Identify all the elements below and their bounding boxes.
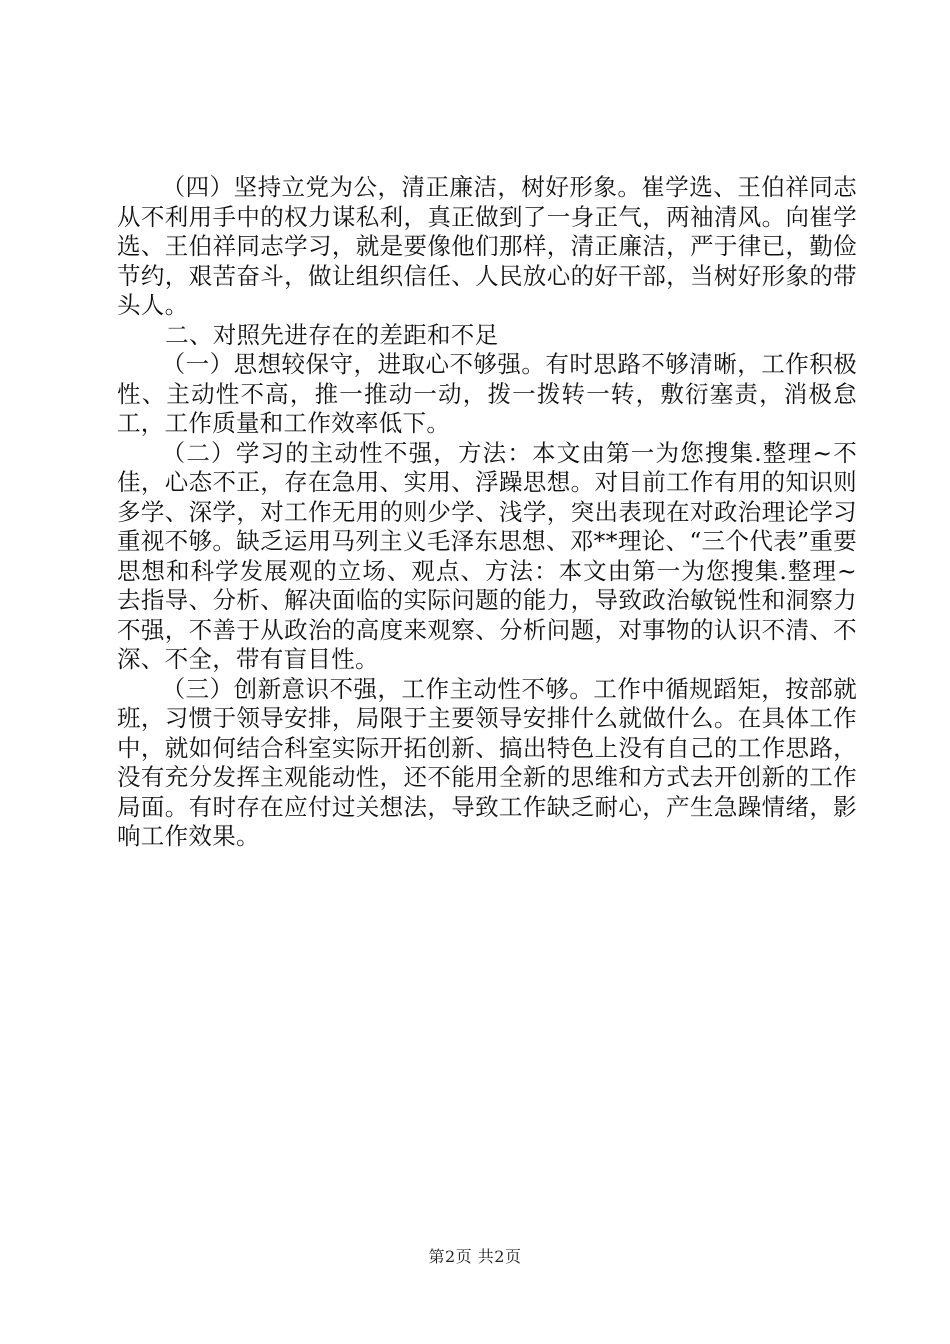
paragraph-conservative-thinking: （一）思想较保守，进取心不够强。有时思路不够清晰，工作积极性、主动性不高，推一推动一动，拨一拨转一转，敷衍塞责，消极怠工，工作质量和工作效率低下。 (117, 350, 857, 437)
paragraph-innovation: （三）创新意识不强，工作主动性不够。工作中循规蹈矩，按部就班，习惯于领导安排，局限于主要领导安排什么就做什么。在具体工作中，就如何结合科室实际开拓创新、搞出特色上没有自己的工作思路，没有充分发挥主观能动性，还不能用全新的思维和方式去开创新的工作局面。有时存在应付过关想法，导致工作缺乏耐心，产生急躁情绪，影响工作效果。 (117, 674, 857, 850)
document-body (117, 173, 857, 852)
paragraph-integrity: （四）坚持立党为公，清正廉洁，树好形象。崔学选、王伯祥同志从不利用手中的权力谋私利，真正做到了一身正气，两袖清风。向崔学选、王伯祥同志学习，就是要像他们那样，清正廉洁，严于律已，勤俭节约，艰苦奋斗，做让组织信任、人民放心的好干部，当树好形象的带头人。 (117, 173, 857, 319)
page-number-footer: 第2页 共2页 (428, 1247, 522, 1266)
paragraph-learning-initiative: （二）学习的主动性不强，方法：本文由第一为您搜集.整理~不佳，心态不正，存在急用、实用、浮躁思想。对目前工作有用的知识则多学、深学，对工作无用的则少学、浅学，突出表现在对政治理论学习重视不够。缺乏运用马列主义毛泽东思想、邓**理论、“三个代表”重要思想和科学发展观的立场、观点、方法：本文由第一为您搜集.整理~去指导、分析、解决面临的实际问题的能力，导致政治敏锐性和洞察力不强，不善于从政治的高度来观察、分析问题，对事物的认识不清、不深、不全，带有盲目性。 (117, 438, 857, 673)
section-heading-gaps: 二、对照先进存在的差距和不足 (165, 320, 499, 349)
